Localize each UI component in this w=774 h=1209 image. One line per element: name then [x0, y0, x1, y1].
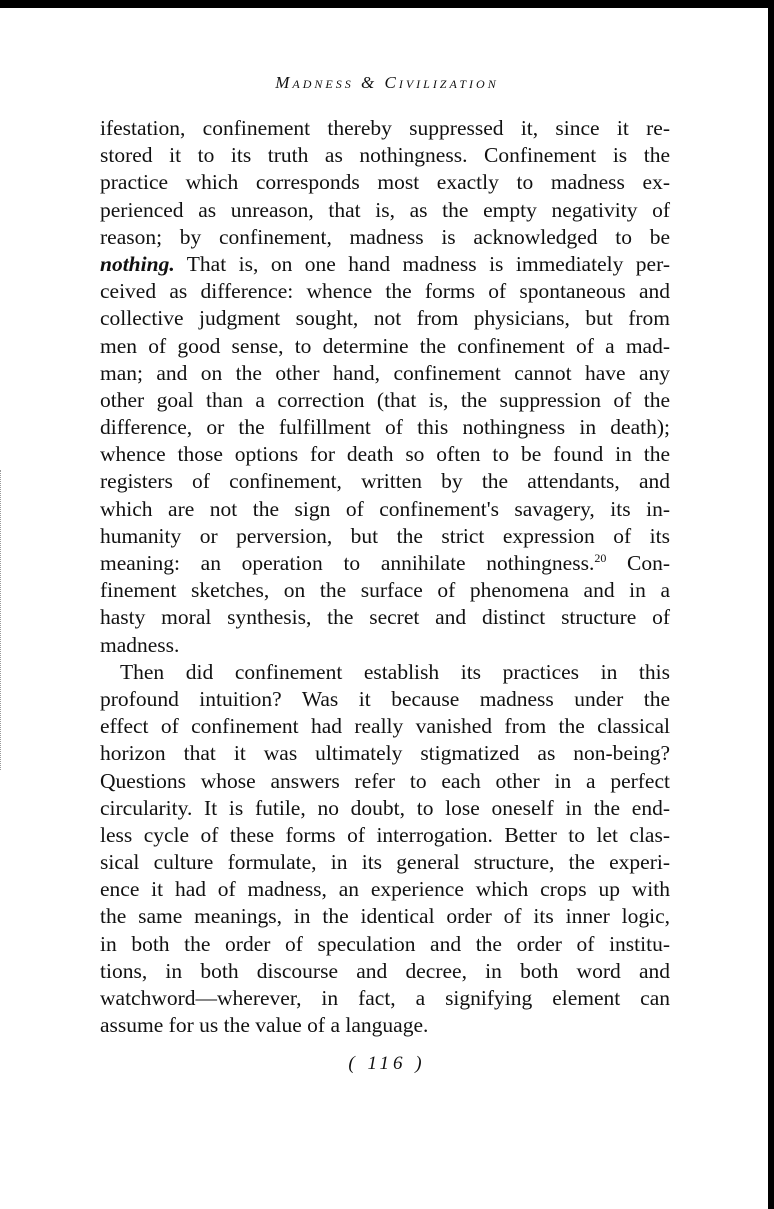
text-line: sical culture formulate, in its general structure, the experi- [100, 850, 670, 875]
text-line: collective judgment sought, not from physicians, but from [100, 306, 670, 331]
text-fragment: meaning: an operation to annihilate nothingness. [100, 551, 595, 575]
text-line: the same meanings, in the identical order of its inner logic, [100, 904, 670, 929]
text-line: effect of confinement had really vanished from the classical [100, 714, 670, 739]
scan-top-edge [0, 0, 774, 8]
footnote-reference[interactable]: 20 [594, 550, 607, 565]
text-line: whence those options for death so often to be found in the [100, 442, 670, 467]
text-line: assume for us the value of a language. [100, 1013, 429, 1038]
italic-emphasis: nothing. [100, 251, 175, 276]
text-fragment: Con- [606, 551, 670, 575]
paragraph-1 [100, 115, 670, 659]
text-line: tions, in both discourse and decree, in both word and [100, 958, 670, 983]
text-line: which are not the sign of confinement's savagery, its in- [100, 496, 670, 521]
text-line: madness. [100, 632, 180, 657]
text-line: perienced as unreason, that is, as the empty negativity of [100, 197, 670, 222]
text-line: ence it had of madness, an experience which crops up with [100, 877, 670, 902]
text-line: ifestation, confinement thereby suppressed it, since it re- [100, 116, 670, 140]
text-line: profound intuition? Was it because madness under the [100, 686, 670, 711]
text-line: Questions whose answers refer to each other in a perfect [100, 768, 670, 793]
text-line: registers of confinement, written by the attendants, and [100, 469, 670, 494]
text-line: hasty moral synthesis, the secret and distinct structure of [100, 605, 670, 630]
text-line: practice which corresponds most exactly to madness ex- [100, 170, 670, 195]
text-fragment: That is, on one hand madness is immediately per- [174, 251, 670, 276]
text-line: humanity or perversion, but the strict expression of its [100, 523, 670, 548]
text-line: circularity. It is futile, no doubt, to lose oneself in the end- [100, 795, 670, 820]
text-line: in both the order of speculation and the order of institu- [100, 931, 670, 956]
text-line: difference, or the fulfillment of this nothingness in death); [100, 415, 670, 440]
text-line: other goal than a correction (that is, the suppression of the [100, 387, 670, 412]
text-line: less cycle of these forms of interrogation. Better to let clas- [100, 822, 670, 847]
text-line: Then did confinement establish its practices in this [120, 659, 670, 684]
text-line [100, 251, 670, 278]
text-line: stored it to its truth as nothingness. Confinement is the [100, 143, 670, 168]
text-line: finement sketches, on the surface of phenomena and in a [100, 578, 670, 603]
running-head: Madness & Civilization [275, 73, 499, 92]
page-number: ( 116 ) [348, 1053, 426, 1074]
text-line: watchword—wherever, in fact, a signifying element can [100, 986, 670, 1010]
text-line: horizon that it was ultimately stigmatized as non-being? [100, 741, 670, 766]
text-line [100, 550, 670, 577]
text-line: reason; by confinement, madness is acknowledged to be [100, 224, 670, 249]
paragraph-2 [100, 659, 670, 1040]
text-line: ceived as difference: whence the forms of spontaneous and [100, 279, 670, 304]
scan-left-edge-dots [0, 470, 3, 770]
body-text [100, 115, 670, 1039]
scan-right-edge [768, 0, 774, 1209]
text-line: men of good sense, to determine the confinement of a mad- [100, 333, 670, 358]
text-line: man; and on the other hand, confinement cannot have any [100, 360, 670, 385]
